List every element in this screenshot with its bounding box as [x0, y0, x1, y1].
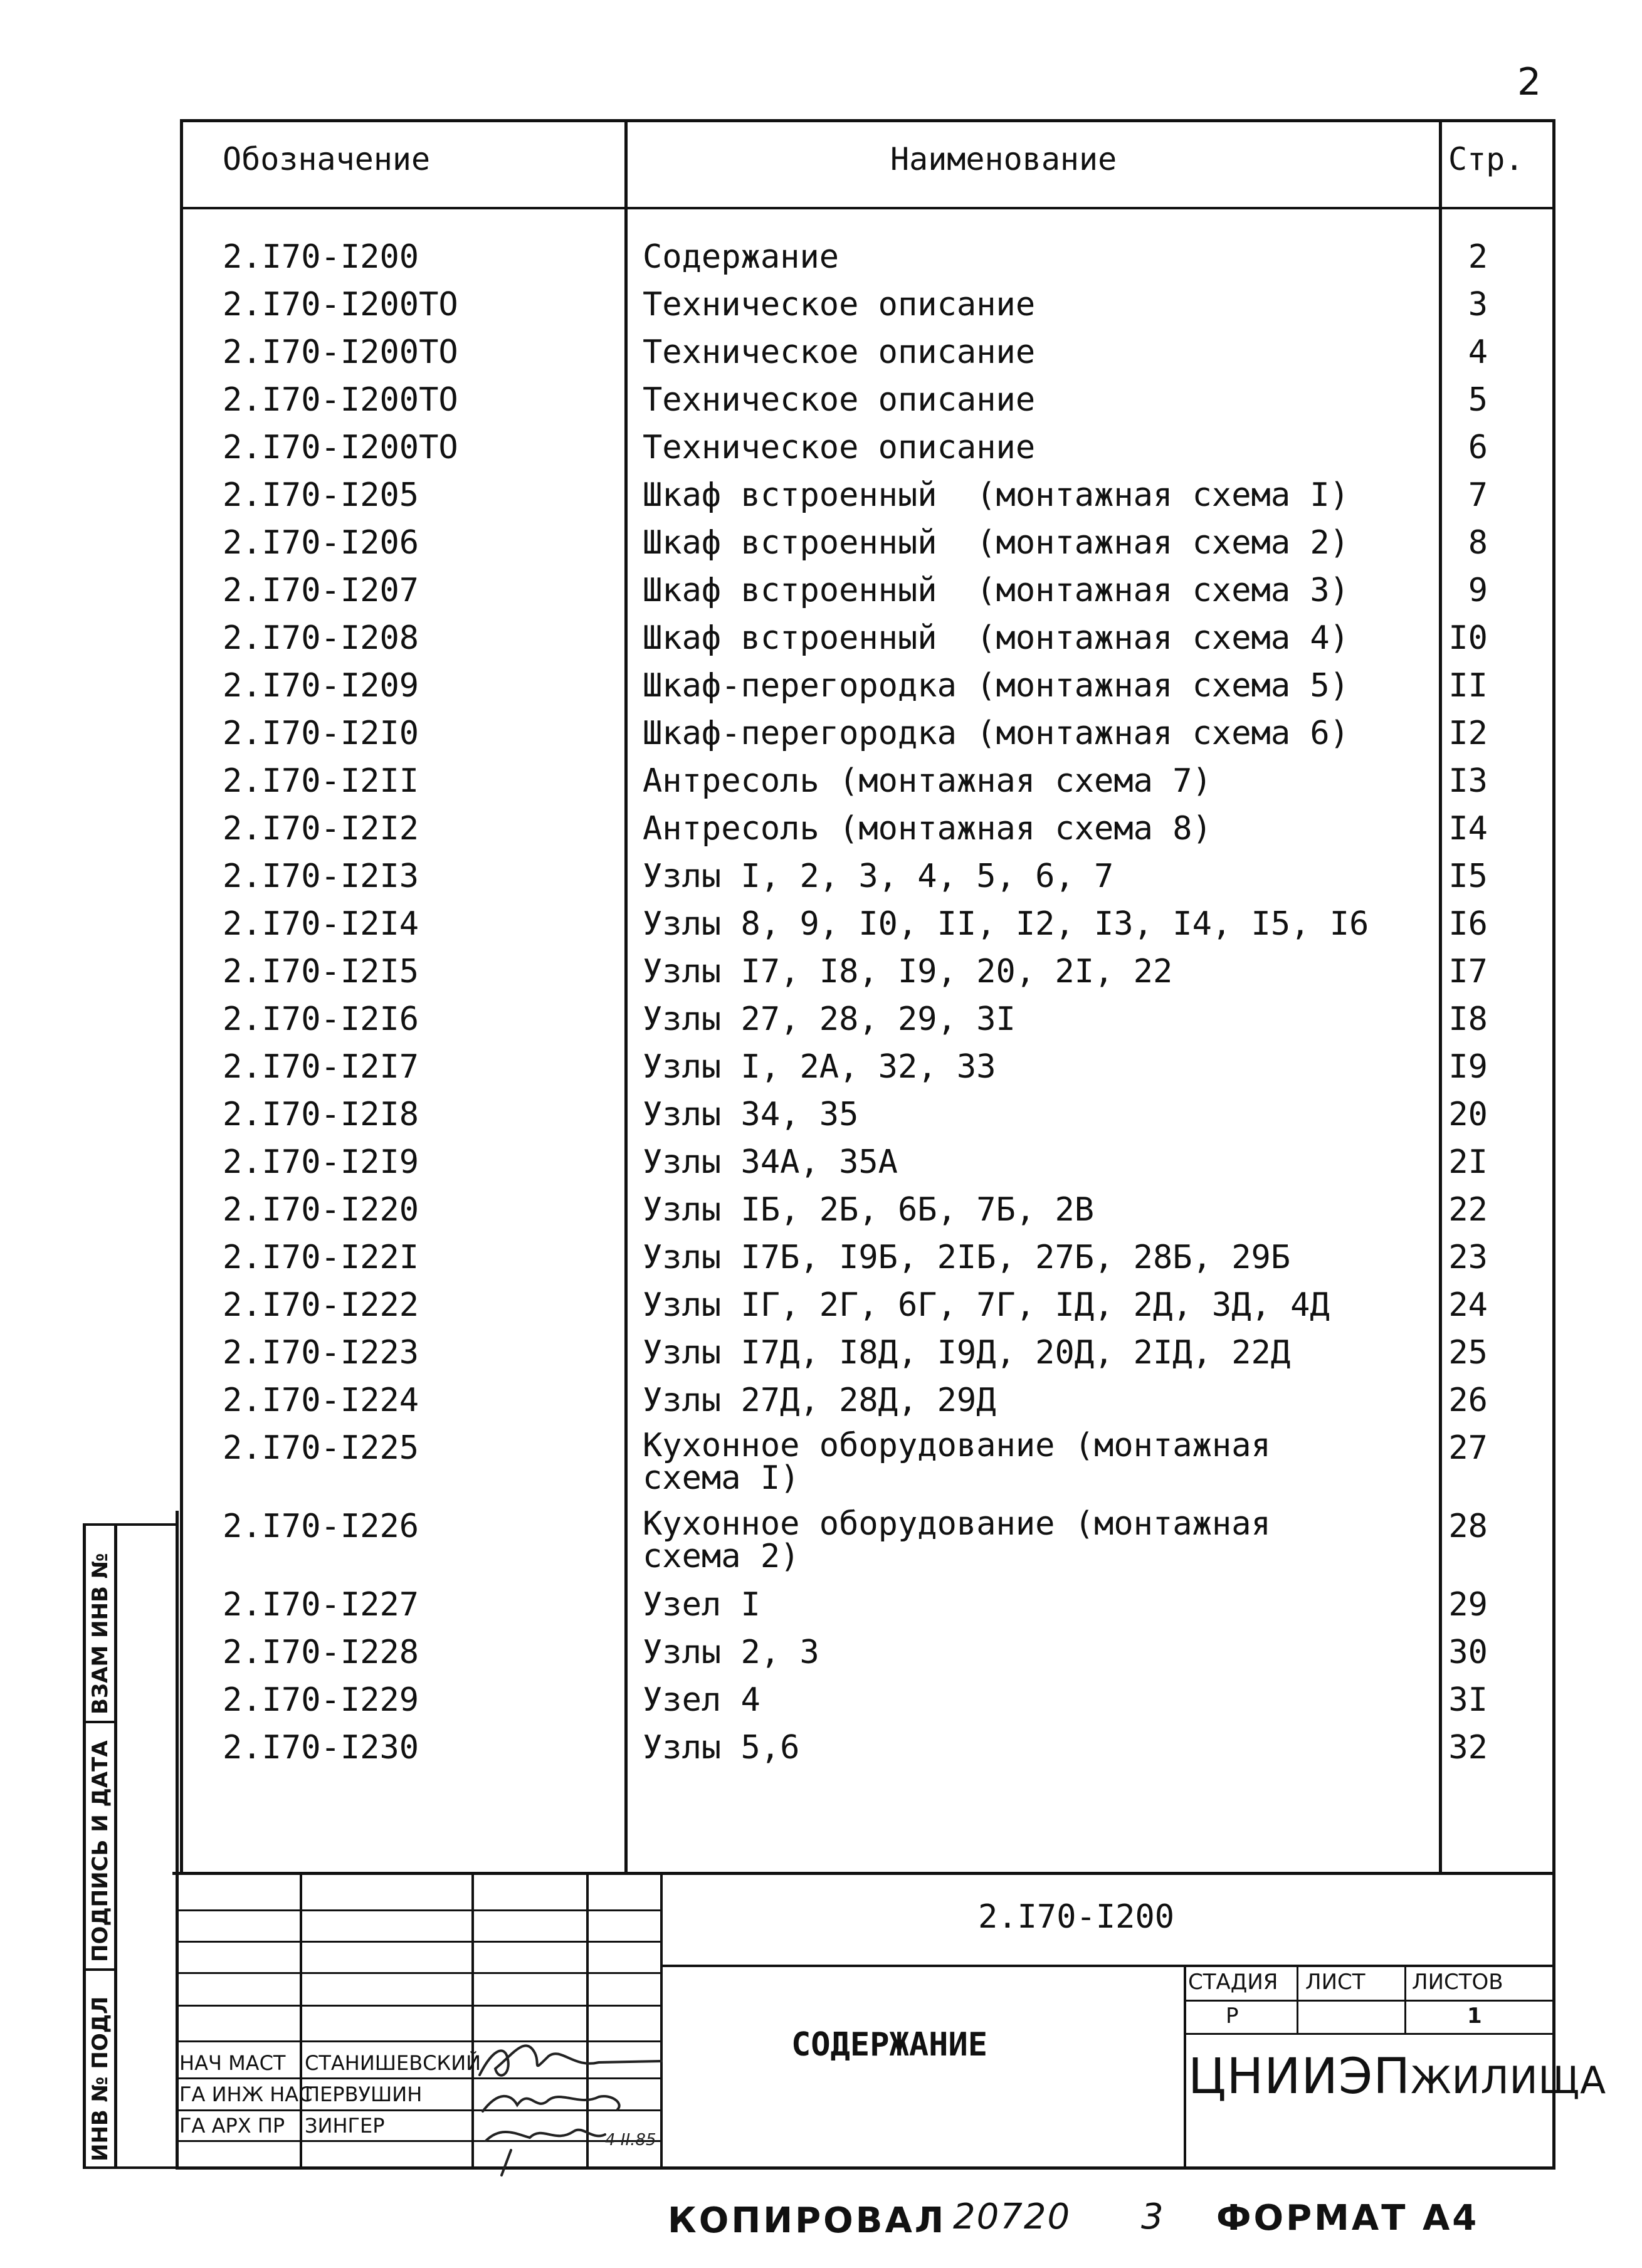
item-name: Техническое описание — [643, 286, 1036, 323]
item-page: 22 — [1448, 1191, 1488, 1229]
item-page: 9 — [1468, 572, 1488, 609]
item-code: 2.I70-I209 — [223, 667, 419, 705]
list-item — [0, 619, 1642, 667]
item-name: Шкаф встроенный (монтажная схема I) — [643, 476, 1350, 514]
item-page: 7 — [1468, 476, 1488, 514]
sheets-value: 1 — [1467, 2003, 1482, 2029]
item-code: 2.I70-I226 — [223, 1508, 419, 1545]
item-code: 2.I70-I2I9 — [223, 1143, 419, 1181]
item-name: Узлы 34А, 35А — [643, 1143, 898, 1181]
item-code: 2.I70-I2I6 — [223, 1000, 419, 1038]
item-name: Узлы I, 2А, 32, 33 — [643, 1048, 996, 1086]
stamp-inv-replaced: ВЗАМ ИНВ № — [88, 1553, 113, 1714]
svg-text:4 II.85: 4 II.85 — [605, 2131, 656, 2150]
handwritten-signatures — [473, 2031, 687, 2181]
item-page: I0 — [1448, 619, 1488, 657]
title-block-doc-code: 2.I70-I200 — [978, 1898, 1175, 1936]
list-item — [0, 1634, 1642, 1681]
item-page: 23 — [1448, 1239, 1488, 1276]
item-page: 2 — [1468, 238, 1488, 276]
signer-name: ЗИНГЕР — [305, 2114, 385, 2138]
item-page: 8 — [1468, 524, 1488, 562]
item-code: 2.I70-I228 — [223, 1634, 419, 1671]
item-page: 25 — [1448, 1334, 1488, 1372]
item-page: 5 — [1468, 381, 1488, 419]
item-code: 2.I70-I220 — [223, 1191, 419, 1229]
item-code: 2.I70-I200 — [223, 238, 419, 276]
item-page: 32 — [1448, 1729, 1488, 1767]
item-page: 2I — [1448, 1143, 1488, 1181]
list-item — [0, 524, 1642, 572]
item-page: 6 — [1468, 429, 1488, 466]
signer-role: ГА АРХ ПР — [179, 2114, 285, 2138]
item-page: 3I — [1448, 1681, 1488, 1719]
list-item — [0, 1586, 1642, 1634]
item-page: 3 — [1468, 286, 1488, 323]
item-name: Узлы IГ, 2Г, 6Г, 7Г, IД, 2Д, 3Д, 4Д — [643, 1286, 1330, 1324]
list-item — [0, 1048, 1642, 1096]
item-page: I3 — [1448, 762, 1488, 800]
item-page: 27 — [1448, 1429, 1488, 1467]
sheet-header: ЛИСТ — [1305, 1970, 1366, 1995]
item-name: Узлы 5,6 — [643, 1729, 800, 1767]
item-name: Узлы 27Д, 28Д, 29Д — [643, 1382, 996, 1419]
item-code: 2.I70-I200TO — [223, 286, 458, 323]
item-name: Узлы IБ, 2Б, 6Б, 7Б, 2В — [643, 1191, 1095, 1229]
list-item — [0, 858, 1642, 905]
stamp-inv-original: ИНВ № ПОДЛ — [88, 1996, 113, 2161]
footer-copy-index: 3 — [1141, 2197, 1165, 2237]
item-page: I2 — [1448, 715, 1488, 752]
list-item — [0, 953, 1642, 1000]
item-name: Содержание — [643, 238, 839, 276]
list-item — [0, 1334, 1642, 1382]
item-code: 2.I70-I2I0 — [223, 715, 419, 752]
item-page: I5 — [1448, 858, 1488, 895]
column-header-name: Наименование — [890, 141, 1117, 177]
item-name: Узлы 8, 9, I0, II, I2, I3, I4, I5, I6 — [643, 905, 1369, 943]
item-name: Техническое описание — [643, 381, 1036, 419]
list-item — [0, 1681, 1642, 1729]
column-header-page: Стр. — [1448, 141, 1524, 177]
stamp-signature-date: ПОДПИСЬ И ДАТА — [88, 1740, 113, 1962]
item-code: 2.I70-I207 — [223, 572, 419, 609]
item-name: Техническое описание — [643, 333, 1036, 371]
item-code: 2.I70-I2I2 — [223, 810, 419, 848]
list-item — [0, 333, 1642, 381]
list-item — [0, 1427, 1642, 1497]
item-page: I8 — [1448, 1000, 1488, 1038]
item-code: 2.I70-I223 — [223, 1334, 419, 1372]
item-name: Узлы I7, I8, I9, 20, 2I, 22 — [643, 953, 1173, 990]
footer-format: ФОРМАТ А4 — [1216, 2198, 1480, 2239]
item-code: 2.I70-I2I7 — [223, 1048, 419, 1086]
item-code: 2.I70-I2I3 — [223, 858, 419, 895]
list-item — [0, 1143, 1642, 1191]
item-name: Узлы I7Д, I8Д, I9Д, 20Д, 2IД, 22Д — [643, 1334, 1291, 1372]
item-name: Антресоль (монтажная схема 7) — [643, 762, 1212, 800]
item-name: Узлы I7Б, I9Б, 2IБ, 27Б, 28Б, 29Б — [643, 1239, 1291, 1276]
stage-header: СТАДИЯ — [1188, 1970, 1278, 1995]
item-page: I7 — [1448, 953, 1488, 990]
item-page: 30 — [1448, 1634, 1488, 1671]
item-page: 20 — [1448, 1096, 1488, 1133]
item-code: 2.I70-I222 — [223, 1286, 419, 1324]
item-name: Узлы 34, 35 — [643, 1096, 859, 1133]
list-item — [0, 429, 1642, 476]
list-item — [0, 905, 1642, 953]
item-code: 2.I70-I200TO — [223, 429, 458, 466]
item-page: 28 — [1448, 1508, 1488, 1545]
item-name: Кухонное оборудование (монтажная схема I) — [643, 1427, 1271, 1497]
list-item — [0, 1382, 1642, 1429]
item-name: Техническое описание — [643, 429, 1036, 466]
item-code: 2.I70-I2I8 — [223, 1096, 419, 1133]
list-item — [0, 238, 1642, 286]
list-item — [0, 286, 1642, 333]
item-page: I9 — [1448, 1048, 1488, 1086]
list-item — [0, 715, 1642, 762]
title-block-doc-title: СОДЕРЖАНИЕ — [791, 2026, 988, 2064]
item-code: 2.I70-I224 — [223, 1382, 419, 1419]
stage-value: Р — [1226, 2003, 1239, 2029]
item-page: II — [1448, 667, 1488, 705]
signer-role: ГА ИНЖ НАС — [179, 2082, 313, 2106]
item-code: 2.I70-I2II — [223, 762, 419, 800]
item-code: 2.I70-I208 — [223, 619, 419, 657]
signer-role: НАЧ МАСТ — [179, 2051, 286, 2075]
item-name: Узлы I, 2, 3, 4, 5, 6, 7 — [643, 858, 1114, 895]
list-item — [0, 667, 1642, 715]
item-name: Кухонное оборудование (монтажная схема 2) — [643, 1505, 1271, 1575]
list-item — [0, 1286, 1642, 1334]
list-item — [0, 1729, 1642, 1777]
item-code: 2.I70-I200TO — [223, 381, 458, 419]
item-name: Шкаф встроенный (монтажная схема 2) — [643, 524, 1350, 562]
item-code: 2.I70-I2I4 — [223, 905, 419, 943]
item-page: 4 — [1468, 333, 1488, 371]
item-name: Узлы 2, 3 — [643, 1634, 819, 1671]
signer-name: СТАНИШЕВСКИЙ — [305, 2051, 482, 2075]
item-name: Шкаф встроенный (монтажная схема 4) — [643, 619, 1350, 657]
list-item — [0, 762, 1642, 810]
list-item — [0, 1191, 1642, 1239]
list-item — [0, 1000, 1642, 1048]
footer-copied: КОПИРОВАЛ — [668, 2200, 947, 2241]
item-page: 29 — [1448, 1586, 1488, 1624]
item-code: 2.I70-I227 — [223, 1586, 419, 1624]
item-name: Антресоль (монтажная схема 8) — [643, 810, 1212, 848]
item-code: 2.I70-I22I — [223, 1239, 419, 1276]
list-item — [0, 810, 1642, 858]
item-name: Узел I — [643, 1586, 760, 1624]
item-code: 2.I70-I200TO — [223, 333, 458, 371]
item-code: 2.I70-I225 — [223, 1429, 419, 1467]
item-code: 2.I70-I206 — [223, 524, 419, 562]
item-name: Шкаф встроенный (монтажная схема 3) — [643, 572, 1350, 609]
sheets-header: ЛИСТОВ — [1412, 1970, 1503, 1995]
item-page: I4 — [1448, 810, 1488, 848]
list-item — [0, 476, 1642, 524]
organization-name: ЦНИИЭПЖИЛИЩА — [1188, 2049, 1607, 2105]
item-name: Шкаф-перегородка (монтажная схема 6) — [643, 715, 1350, 752]
footer-copy-number: 20720 — [953, 2197, 1071, 2237]
item-code: 2.I70-I230 — [223, 1729, 419, 1767]
item-name: Узлы 27, 28, 29, 3I — [643, 1000, 1016, 1038]
item-page: 24 — [1448, 1286, 1488, 1324]
list-item — [0, 1096, 1642, 1143]
item-code: 2.I70-I205 — [223, 476, 419, 514]
item-page: I6 — [1448, 905, 1488, 943]
item-code: 2.I70-I2I5 — [223, 953, 419, 990]
list-item — [0, 572, 1642, 619]
list-item — [0, 1239, 1642, 1286]
list-item — [0, 381, 1642, 429]
column-header-code: Обозначение — [223, 141, 431, 177]
item-page: 26 — [1448, 1382, 1488, 1419]
signer-name: ПЕРВУШИН — [305, 2082, 423, 2106]
page-number: 2 — [1517, 60, 1542, 104]
item-name: Шкаф-перегородка (монтажная схема 5) — [643, 667, 1350, 705]
item-name: Узел 4 — [643, 1681, 760, 1719]
item-code: 2.I70-I229 — [223, 1681, 419, 1719]
list-item — [0, 1505, 1642, 1575]
